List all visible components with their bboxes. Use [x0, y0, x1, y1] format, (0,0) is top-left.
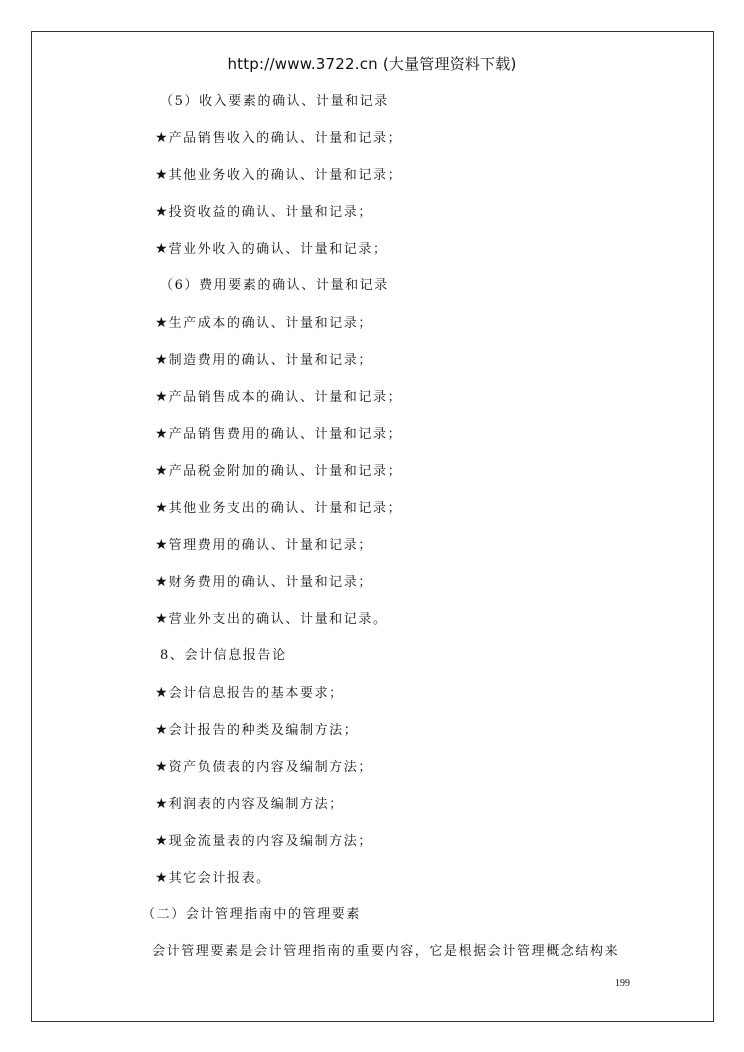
- list-item: ★产品销售收入的确认、计量和记录；: [155, 130, 403, 146]
- star-icon: ★: [155, 463, 168, 479]
- list-item: ★资产负债表的内容及编制方法；: [155, 759, 373, 775]
- star-icon: ★: [155, 426, 168, 442]
- list-item: ★其他业务收入的确认、计量和记录；: [155, 167, 403, 183]
- list-item: ★产品销售费用的确认、计量和记录；: [155, 426, 403, 442]
- star-icon: ★: [155, 204, 168, 220]
- star-icon: ★: [155, 759, 168, 775]
- list-item: ★管理费用的确认、计量和记录；: [155, 537, 373, 553]
- paragraph-text: 会计管理要素是会计管理指南的重要内容，它是根据会计管理概念结构来: [152, 944, 620, 959]
- star-icon: ★: [155, 315, 168, 331]
- list-item: ★产品税金附加的确认、计量和记录；: [155, 463, 403, 479]
- star-icon: ★: [155, 574, 168, 590]
- list-item: ★营业外支出的确认、计量和记录。: [155, 611, 388, 627]
- section-heading-6: （6）费用要素的确认、计量和记录: [160, 278, 389, 293]
- list-item: ★其它会计报表。: [155, 870, 271, 886]
- list-item: ★营业外收入的确认、计量和记录；: [155, 241, 388, 257]
- star-icon: ★: [155, 685, 168, 701]
- list-item: ★财务费用的确认、计量和记录；: [155, 574, 373, 590]
- star-icon: ★: [155, 833, 168, 849]
- list-item: ★产品销售成本的确认、计量和记录；: [155, 389, 403, 405]
- star-icon: ★: [155, 611, 168, 627]
- list-item: ★会计报告的种类及编制方法；: [155, 722, 359, 738]
- list-item: ★制造费用的确认、计量和记录；: [155, 352, 373, 368]
- star-icon: ★: [155, 500, 168, 516]
- page-number: 199: [615, 978, 630, 989]
- star-icon: ★: [155, 352, 168, 368]
- star-icon: ★: [155, 722, 168, 738]
- star-icon: ★: [155, 796, 168, 812]
- star-icon: ★: [155, 167, 168, 183]
- star-icon: ★: [155, 241, 168, 257]
- list-item: ★会计信息报告的基本要求；: [155, 685, 344, 701]
- star-icon: ★: [155, 389, 168, 405]
- star-icon: ★: [155, 870, 168, 886]
- list-item: ★现金流量表的内容及编制方法；: [155, 833, 373, 849]
- list-item: ★利润表的内容及编制方法；: [155, 796, 344, 812]
- list-item: ★投资收益的确认、计量和记录；: [155, 204, 373, 220]
- list-item: ★其他业务支出的确认、计量和记录；: [155, 500, 403, 516]
- star-icon: ★: [155, 537, 168, 553]
- section-heading-5: （5）收入要素的确认、计量和记录: [160, 94, 389, 109]
- section-heading-2: （二）会计管理指南中的管理要素: [142, 907, 362, 922]
- star-icon: ★: [155, 130, 168, 146]
- section-heading-8: 8、会计信息报告论: [160, 648, 287, 663]
- list-item: ★生产成本的确认、计量和记录；: [155, 315, 373, 331]
- header-url[interactable]: http://www.3722.cn (大量管理资料下载): [227, 55, 517, 73]
